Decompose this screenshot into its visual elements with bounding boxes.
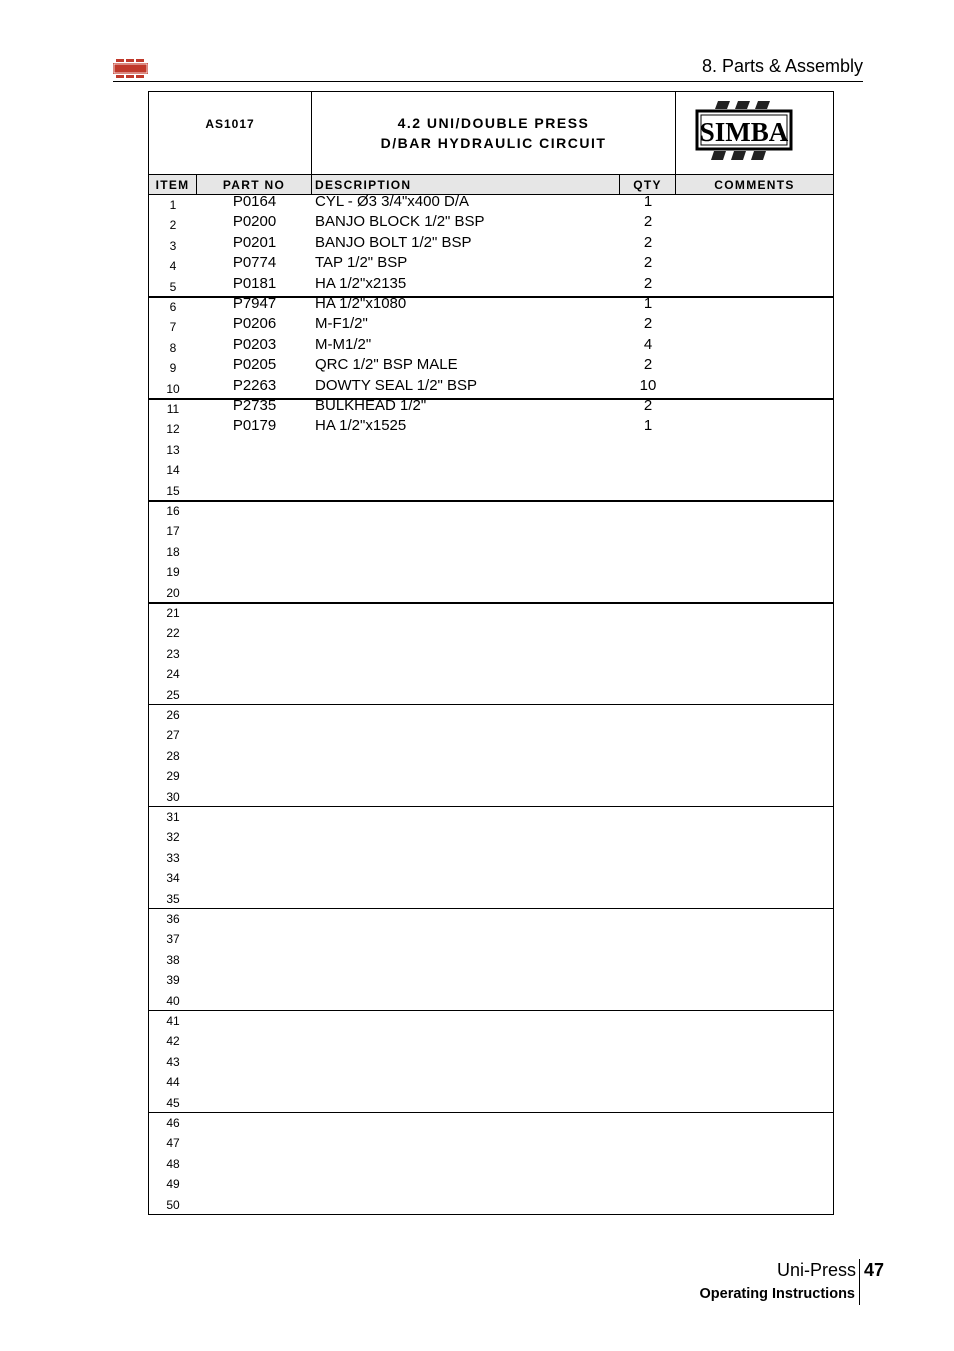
column-header-description: DESCRIPTION [312,175,620,194]
table-row [149,908,833,928]
item-cell: 19 [166,565,180,580]
item-cell: 36 [166,912,180,926]
table-row [149,480,833,500]
qty-cell: 2 [643,356,653,374]
simba-logo-box [676,92,833,174]
description-cell: M-F1/2" [315,315,368,333]
item-cell: 8 [169,340,177,355]
item-cell: 43 [166,1054,180,1069]
document-type: Operating Instructions [699,1286,855,1302]
item-cell: 24 [166,667,180,682]
table-row [149,316,833,336]
part-no-cell: P0201 [232,233,277,251]
item-cell: 34 [166,871,180,886]
table-row [149,500,833,520]
table-row [149,724,833,744]
table-row [149,1153,833,1173]
item-cell: 3 [169,238,177,253]
qty-cell: 2 [643,254,653,272]
description-cell: CYL - Ø3 3/4"x400 D/A [315,193,470,210]
item-cell: 14 [166,463,180,478]
table-row [149,663,833,683]
assembly-code: AS1017 [149,92,312,174]
table-row [149,786,833,806]
item-cell: 46 [166,1116,180,1130]
assembly-title [312,92,676,174]
part-no-cell: P0200 [232,213,277,231]
simba-brand-logo [113,59,148,79]
column-header-comments: COMMENTS [714,178,795,192]
table-row [149,969,833,989]
item-cell: 12 [166,422,180,437]
item-cell: 38 [166,952,180,967]
item-cell: 22 [166,626,180,641]
item-cell: 5 [169,279,177,294]
table-row [149,765,833,785]
part-no-cell: P2735 [232,397,277,414]
table-row [149,1051,833,1071]
qty-cell: 10 [639,376,657,394]
table-row [149,255,833,275]
item-cell: 40 [166,993,180,1008]
assembly-title-line2: D/BAR HYDRAULIC CIRCUIT [380,135,607,151]
item-cell: 44 [166,1075,180,1090]
page-number: 47 [864,1260,885,1280]
qty-cell: 1 [643,193,653,210]
item-cell: 33 [166,850,180,865]
item-cell: 26 [166,708,180,722]
qty-cell: 2 [643,315,653,333]
table-row [149,1030,833,1050]
part-no-cell: P0206 [232,315,277,333]
part-no-cell: P7947 [232,295,277,312]
part-no-cell: P0205 [232,356,277,374]
table-row [149,928,833,948]
item-cell: 47 [166,1136,180,1151]
table-row [149,990,833,1010]
table-row [149,194,833,214]
simba-logo-text: SIMBA [699,117,789,147]
description-cell: M-M1/2" [315,335,372,353]
qty-cell: 2 [643,274,653,292]
table-row [149,459,833,479]
table-row [149,704,833,724]
item-cell: 49 [166,1177,180,1192]
item-cell: 29 [166,769,180,784]
column-header-part-no: PART NO [197,175,312,194]
part-no-cell: P0774 [232,254,277,272]
header-divider [113,81,863,82]
item-cell: 18 [166,544,180,559]
simba-logo-icon [694,98,794,164]
item-cell: 39 [166,973,180,988]
item-cell: 9 [169,361,177,376]
item-cell: 21 [166,606,180,620]
table-row [149,1194,833,1214]
column-header-item: ITEM [149,175,197,194]
item-cell: 10 [166,381,180,396]
table-row [149,643,833,663]
table-row [149,745,833,765]
item-cell: 45 [166,1095,180,1110]
item-cell: 28 [166,748,180,763]
item-cell: 20 [166,585,180,600]
item-cell: 30 [166,789,180,804]
column-header-qty: QTY [620,175,676,194]
item-cell: 17 [166,524,180,539]
qty-cell: 2 [643,233,653,251]
table-row [149,418,833,438]
description-cell: QRC 1/2" BSP MALE [315,356,458,374]
parts-list-table [148,91,834,1215]
product-name: Uni-Press [776,1260,856,1280]
item-cell: 15 [166,483,180,498]
table-row [149,867,833,887]
item-cell: 32 [166,830,180,845]
item-cell: 37 [166,932,180,947]
section-title: 8. Parts & Assembly [701,56,863,76]
table-row [149,1092,833,1112]
item-cell: 13 [166,442,180,457]
table-row [149,235,833,255]
item-cell: 50 [166,1197,180,1212]
table-row [149,826,833,846]
table-row [149,582,833,602]
table-row [149,296,833,316]
description-cell: BANJO BLOCK 1/2" BSP [315,213,485,231]
title-block [149,92,833,174]
table-row [149,1010,833,1030]
table-row [149,398,833,418]
item-cell: 31 [166,810,180,824]
qty-cell: 2 [643,397,653,414]
description-cell: HA 1/2"x1080 [315,295,407,312]
table-row [149,684,833,704]
description-cell: DOWTY SEAL 1/2" BSP [315,376,478,394]
table-row [149,1071,833,1091]
table-row [149,214,833,234]
table-row [149,622,833,642]
part-no-cell: P2263 [232,376,277,394]
item-cell: 27 [166,728,180,743]
table-row [149,378,833,398]
description-cell: HA 1/2"x1525 [315,417,407,435]
item-cell: 41 [166,1014,180,1028]
table-row [149,520,833,540]
table-row [149,357,833,377]
item-cell: 35 [166,891,180,906]
description-cell: BANJO BOLT 1/2" BSP [315,233,472,251]
part-no-cell: P0164 [232,193,277,210]
table-row [149,949,833,969]
description-cell: TAP 1/2" BSP [315,254,408,272]
item-cell: 42 [166,1034,180,1049]
description-cell: BULKHEAD 1/2" [315,397,427,414]
qty-cell: 2 [643,213,653,231]
item-cell: 25 [166,687,180,702]
item-cell: 1 [169,198,177,212]
table-row [149,888,833,908]
qty-cell: 1 [643,417,653,435]
table-row [149,602,833,622]
qty-cell: 1 [643,295,653,312]
item-cell: 16 [166,504,180,518]
table-row [149,541,833,561]
qty-cell: 4 [643,335,653,353]
item-cell: 11 [166,402,180,416]
part-no-cell: P0181 [232,274,277,292]
part-no-cell: P0179 [232,417,277,435]
table-row [149,337,833,357]
description-cell: HA 1/2"x2135 [315,274,407,292]
table-row [149,1132,833,1152]
table-row [149,847,833,867]
part-no-cell: P0203 [232,335,277,353]
table-row [149,806,833,826]
item-cell: 6 [169,300,177,314]
table-row [149,1173,833,1193]
column-header-row [149,174,833,195]
item-cell: 2 [169,218,177,233]
footer-divider [859,1259,860,1305]
table-row [149,439,833,459]
item-cell: 23 [166,646,180,661]
table-row [149,561,833,581]
item-cell: 48 [166,1156,180,1171]
item-cell: 4 [169,259,177,274]
assembly-title-line1: 4.2 UNI/DOUBLE PRESS [397,115,590,131]
table-row [149,1112,833,1132]
item-cell: 7 [169,320,177,335]
table-row [149,276,833,296]
